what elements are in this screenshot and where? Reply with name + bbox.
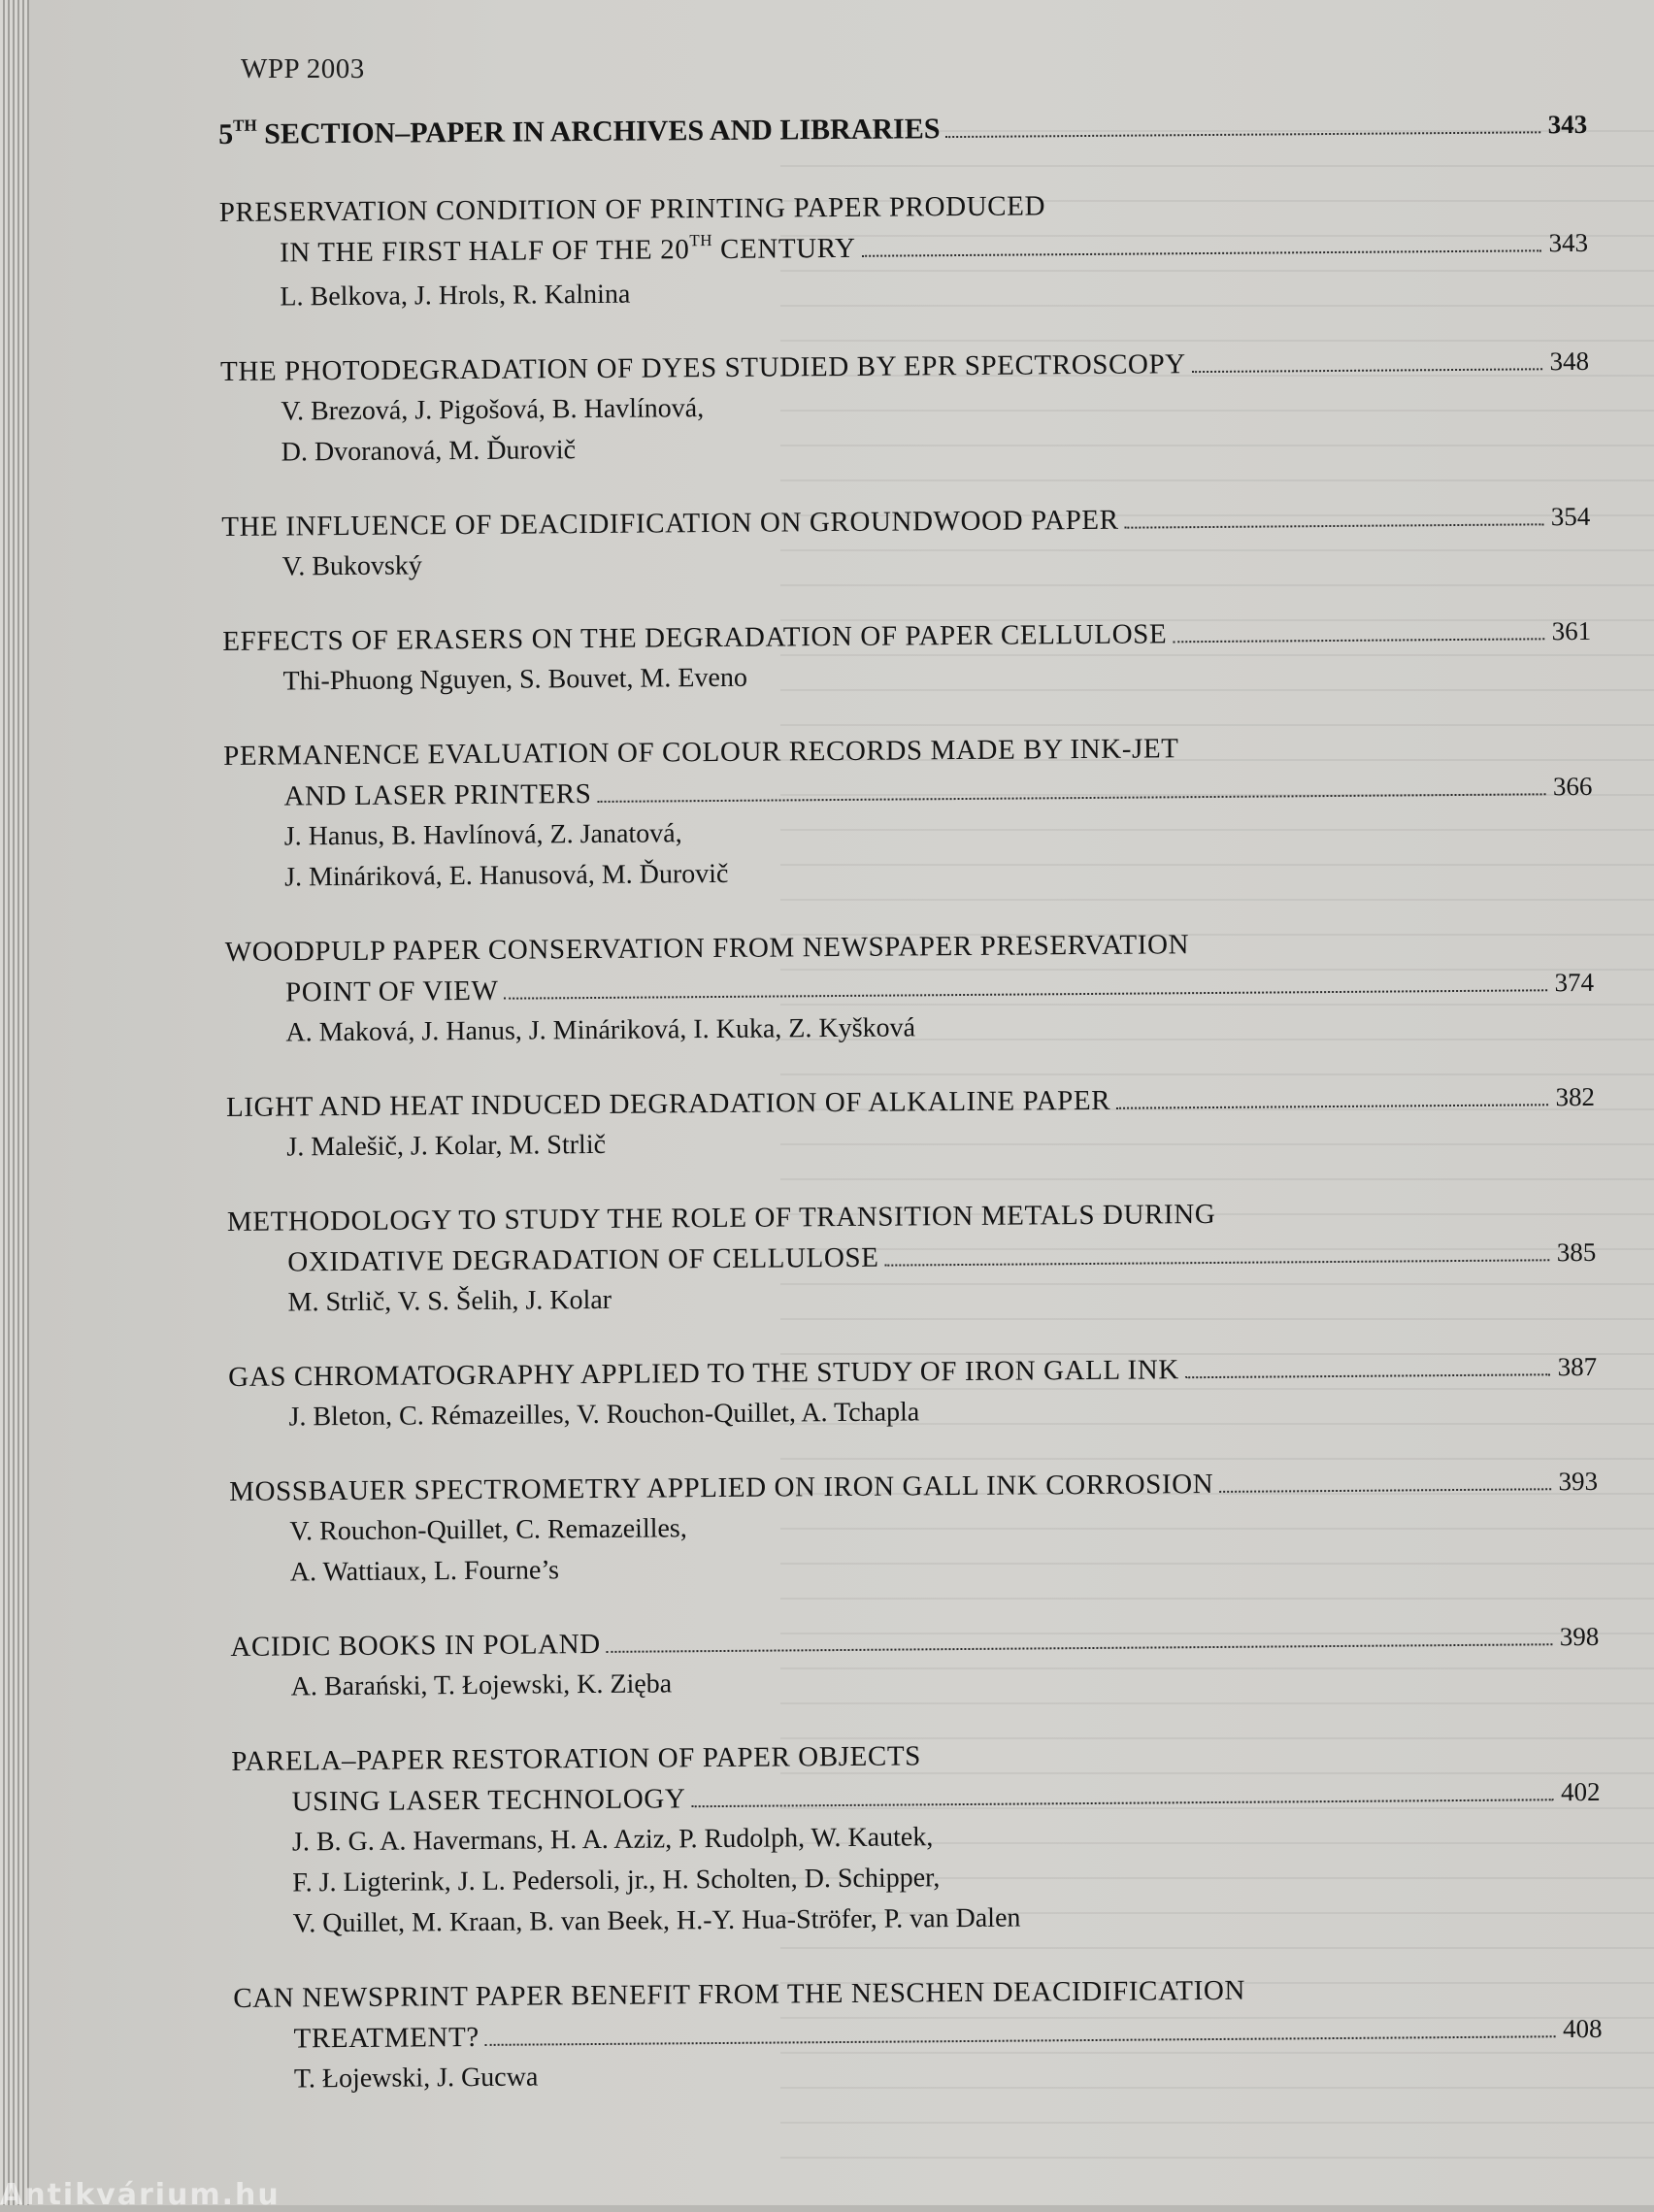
page-number: 343 (1547, 109, 1588, 140)
entry-title-text: MOSSBAUER SPECTROMETRY APPLIED ON IRON GALL INK CORROSION (229, 1468, 1214, 1507)
page-number: 387 (1557, 1351, 1598, 1382)
page-number: 354 (1550, 501, 1591, 532)
toc-entry (219, 182, 1589, 318)
superscript: TH (689, 231, 713, 250)
entries-list (219, 182, 1603, 2100)
entry-title (233, 2017, 480, 2060)
entry-title-text: OXIDATIVE DEGRADATION OF CELLULOSE (287, 1241, 879, 1278)
watermark: Antikvárium.hu (0, 2178, 281, 2212)
entry-title-text: EFFECTS OF ERASERS ON THE DEGRADATION OF PAPER CELLULOSE (222, 618, 1168, 657)
section-heading (218, 104, 1587, 159)
toc-entry (227, 1191, 1597, 1324)
toc-entry (220, 341, 1590, 474)
page-number: 385 (1556, 1237, 1597, 1268)
page-number: 348 (1549, 346, 1590, 377)
entry-authors: V. Brezová, J. Pigošová, B. Havlínová, (281, 393, 705, 427)
dot-leader (1185, 1373, 1550, 1378)
entry-title-text: AND LASER PRINTERS (283, 778, 592, 812)
entry-title-text: CENTURY (712, 232, 856, 266)
page-number: 402 (1560, 1776, 1601, 1807)
dot-leader (946, 131, 1540, 138)
entry-authors: M. Strlič, V. S. Šelih, J. Kolar (287, 1284, 612, 1318)
dot-leader (691, 1799, 1553, 1807)
entry-title-line: PERMANENCE EVALUATION OF COLOUR RECORDS MADE BY INK-JET (223, 733, 1179, 772)
toc-entry (225, 921, 1595, 1054)
entry-title (221, 500, 1119, 547)
entry-title-text: ACIDIC BOOKS IN POLAND (230, 1628, 601, 1663)
entry-title-line: PRESERVATION CONDITION OF PRINTING PAPER PRODUCED (218, 190, 1046, 228)
page-edge (0, 0, 29, 2205)
entry-title-line: WOODPULP PAPER CONSERVATION FROM NEWSPAPER PRESERVATION (224, 929, 1190, 968)
toc-entry (221, 496, 1591, 588)
dot-leader (598, 793, 1546, 803)
entry-authors: T. Łojewski, J. Gucwa (293, 2062, 539, 2095)
entry-title-line: CAN NEWSPRINT PAPER BENEFIT FROM THE NESCHEN DEACIDIFICATION (233, 1974, 1246, 2014)
entry-authors: J. B. G. A. Havermans, H. A. Aziz, P. Rudolph, W. Kautek, (291, 1822, 934, 1858)
entry-title-text: POINT OF VIEW (284, 974, 499, 1008)
entry-title-text: TREATMENT? (293, 2021, 480, 2055)
section-title (218, 109, 941, 159)
page-number: 408 (1562, 2013, 1603, 2044)
section-number: 5 (218, 117, 234, 150)
entry-authors: Thi-Phuong Nguyen, S. Bouvet, M. Eveno (282, 662, 748, 697)
entry-title-text: IN THE FIRST HALF OF THE 20 (279, 234, 690, 269)
entry-title (223, 774, 591, 817)
running-header: WPP 2003 (241, 53, 365, 84)
toc-entry (233, 1967, 1603, 2100)
entry-authors: J. Bleton, C. Rémazeilles, V. Rouchon-Quillet, A. Tchapla (288, 1397, 920, 1433)
entry-title (219, 228, 856, 278)
entry-authors: V. Bukovský (281, 550, 422, 582)
entry-title-line: METHODOLOGY TO STUDY THE ROLE OF TRANSITION METALS DURING (226, 1198, 1216, 1238)
entry-authors: J. Mináriková, E. Hanusová, M. Ďurovič (284, 858, 729, 893)
toc-entry (229, 1461, 1599, 1594)
entry-title-text: LIGHT AND HEAT INDUCED DEGRADATION OF ALKALINE PAPER (225, 1084, 1111, 1123)
toc-entry (223, 725, 1593, 899)
entry-title (220, 344, 1186, 392)
entry-title (229, 1464, 1213, 1512)
entry-authors: V. Quillet, M. Kraan, B. van Beek, H.-Y. Hua-Ströfer, P. van Dalen (292, 1902, 1021, 1939)
entry-title (226, 1080, 1110, 1128)
entry-title-text: THE PHOTODEGRADATION OF DYES STUDIED BY EPR SPECTROSCOPY (219, 348, 1186, 387)
entry-authors: A. Maková, J. Hanus, J. Mináriková, I. Kuka, Z. Kyšková (285, 1012, 916, 1048)
entry-title (225, 971, 499, 1013)
page-number: 398 (1559, 1621, 1600, 1652)
entry-title (231, 1778, 685, 1823)
table-of-contents (218, 104, 1603, 2133)
dot-leader (607, 1643, 1552, 1653)
entry-title (230, 1624, 601, 1667)
entry-title (222, 613, 1167, 662)
entry-authors: V. Rouchon-Quillet, C. Remazeilles, (289, 1513, 687, 1547)
dot-leader (862, 249, 1541, 256)
entry-title-text: THE INFLUENCE OF DEACIDIFICATION ON GROUNDWOOD PAPER (221, 504, 1119, 543)
toc-entry (226, 1076, 1596, 1169)
entry-title-line: PARELA–PAPER RESTORATION OF PAPER OBJECTS (231, 1740, 922, 1777)
entry-title-text: GAS CHROMATOGRAPHY APPLIED TO THE STUDY OF IRON GALL INK (228, 1354, 1179, 1393)
entry-authors: F. J. Ligterink, J. L. Pedersoli, jr., H. Scholten, D. Schipper, (292, 1863, 941, 1898)
page-number: 366 (1552, 771, 1593, 802)
dot-leader (1192, 368, 1542, 373)
entry-title (227, 1238, 879, 1283)
page-number: 343 (1548, 227, 1589, 258)
entry-authors: D. Dvoranová, M. Ďurovič (281, 435, 577, 468)
page-number: 374 (1554, 967, 1595, 998)
toc-entry (230, 1616, 1600, 1708)
dot-leader (1173, 638, 1544, 643)
dot-leader (505, 989, 1547, 999)
page-number: 393 (1558, 1466, 1599, 1497)
entry-authors: J. Malešič, J. Kolar, M. Strlič (286, 1129, 607, 1163)
dot-leader (1125, 523, 1543, 528)
toc-entry (222, 611, 1592, 703)
entry-authors: A. Wattiaux, L. Fourne’s (289, 1555, 560, 1588)
section-title-text: SECTION–PAPER IN ARCHIVES AND LIBRARIES (256, 113, 941, 150)
page-number: 382 (1555, 1081, 1596, 1112)
entry-title-text: USING LASER TECHNOLOGY (291, 1783, 686, 1818)
toc-entry (231, 1731, 1602, 1945)
toc-entry (228, 1346, 1598, 1438)
dot-leader (1116, 1104, 1547, 1108)
entry-title (228, 1349, 1179, 1398)
section-number-suffix: TH (233, 116, 257, 135)
dot-leader (885, 1259, 1549, 1266)
entry-authors: L. Belkova, J. Hrols, R. Kalnina (280, 279, 631, 313)
dot-leader (1219, 1488, 1550, 1493)
entry-authors: A. Barański, T. Łojewski, K. Zięba (290, 1668, 673, 1702)
page-number: 361 (1551, 615, 1592, 646)
dot-leader (485, 2035, 1555, 2046)
entry-authors: J. Hanus, B. Havlínová, Z. Janatová, (283, 818, 682, 852)
section-line (218, 104, 1587, 159)
